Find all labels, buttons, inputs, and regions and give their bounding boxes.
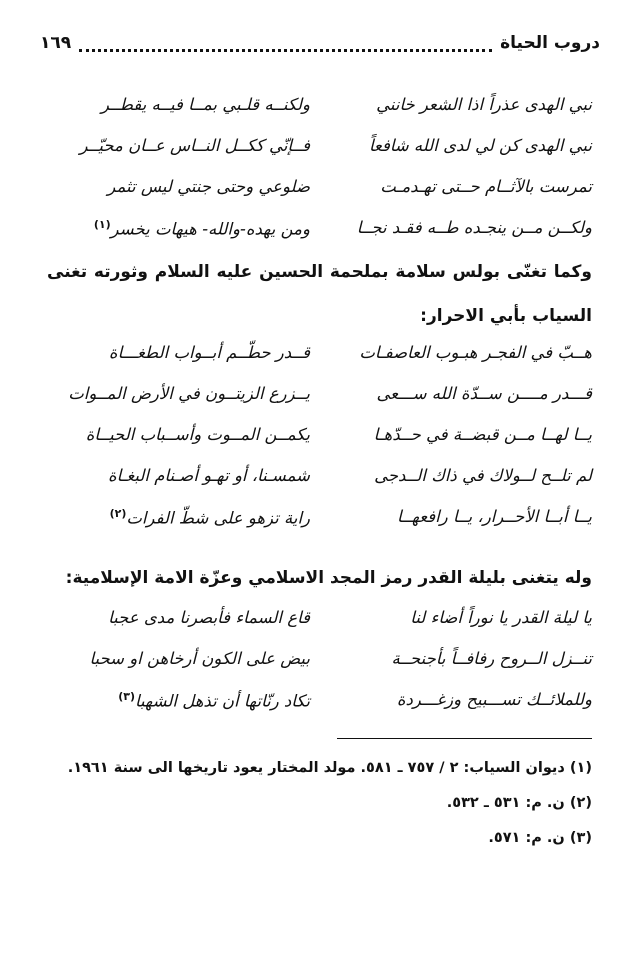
verse-first-hemistich: تنــزل الــروح رفافــاً بأجنحــة: [391, 649, 592, 668]
verse-second-hemistich: بيض على الكون أرخاهن او سحبا: [89, 649, 310, 668]
hemistich-text: تكاد رنّاتها أن تذهل الشهبا: [135, 691, 310, 711]
footnote: (٢) ن. م: ٥٣١ ـ ٥٣٢.: [446, 795, 592, 811]
header-title: دروب الحياة: [500, 33, 600, 53]
verse-line: [0, 177, 640, 207]
verse-first-hemistich: يا ليلة القدر يا نوراً أضاء لنا: [410, 608, 592, 627]
verse-line: [0, 95, 640, 125]
verse-second-hemistich: شمسـنا، أو تهـو أصـنام البغـاة: [107, 466, 310, 485]
verse-line: [0, 136, 640, 166]
verse-second-hemistich: قاع السماء فأبصرنا مدى عجبا: [108, 608, 310, 627]
verse-second-hemistich: فــإنّي ككــل النــاس عــان محيّــر: [79, 136, 310, 155]
verse-line: [0, 466, 640, 496]
verse-first-hemistich: هــبّ في الفجـر هبـوب العاصفـات: [359, 343, 592, 362]
verse-first-hemistich: قـــدر مــــن ســدّة الله ســـعى: [376, 384, 592, 403]
footnote-marker: (٣): [118, 690, 136, 703]
footnote: (٣) ن. م: ٥٧١.: [488, 830, 592, 846]
verse-line: [0, 690, 640, 720]
verse-second-hemistich: [32, 218, 310, 239]
verse-line: [0, 608, 640, 638]
verse-first-hemistich: يــا لهــا مــن قبضــة في حــدّهـا: [373, 425, 592, 444]
running-header: [40, 30, 600, 56]
header-dot-leader: [79, 45, 492, 52]
verse-line: [0, 343, 640, 373]
verse-first-hemistich: نبي الهدى كن لي لدى الله شافعاً: [368, 136, 592, 155]
verse-first-hemistich: يــا أبــا الأحــرار، يــا رافعهــا: [397, 507, 592, 526]
page-number: ١٦٩: [40, 33, 72, 53]
verse-second-hemistich: [32, 690, 310, 711]
verse-first-hemistich: نبي الهدى عذراً اذا الشعر خانني: [376, 95, 592, 114]
verse-line: [0, 507, 640, 537]
verse-line: [0, 425, 640, 455]
verse-second-hemistich: يكمــن المــوت وأســباب الحيــاة: [85, 425, 310, 444]
hemistich-text: راية تزهو على شطّ الفرات: [126, 508, 310, 528]
prose-paragraph: وكما تغنّى بولس سلامة بملحمة الحسين عليه السلام وثورته تغنى السياب بأبي الاحرار:: [47, 262, 592, 326]
footnote-marker: (٢): [109, 507, 127, 520]
verse-first-hemistich: ولكــن مــن ينجـده طــه فقـد نجــا: [356, 218, 592, 237]
verse-second-hemistich: [32, 507, 310, 528]
footnote-separator: [337, 738, 592, 739]
verse-line: [0, 384, 640, 414]
footnote-marker: (١): [93, 218, 111, 231]
verse-second-hemistich: يــزرع الزيتــون في الأرض المــوات: [68, 384, 310, 403]
verse-first-hemistich: لم تلــح لــولاك في ذاك الــدجى: [374, 466, 592, 485]
verse-first-hemistich: وللملائــك تســـبيح وزغـــردة: [396, 690, 592, 709]
verse-line: [0, 218, 640, 248]
verse-line: [0, 649, 640, 679]
prose-paragraph: وله يتغنى بليلة القدر رمز المجد الاسلامي وعزّة الامة الإسلامية:: [65, 568, 592, 588]
footnote: (١) ديوان السياب: ٢ / ٧٥٧ ـ ٥٨١. مولد المختار يعود تاريخها الى سنة ١٩٦١.: [67, 760, 592, 776]
verse-second-hemistich: ضلوعي وحتى جنتي ليس تثمر: [107, 177, 310, 196]
verse-second-hemistich: ولكنــه قلـبي بمــا فيــه يقطــر: [101, 95, 310, 114]
hemistich-text: ومن يهده-والله- هيهات يخسر: [110, 219, 310, 239]
verse-first-hemistich: تمرست بالآثــام حــتى تهـدمـت: [380, 177, 592, 196]
verse-second-hemistich: قــدر حطّــم أبــواب الطغـــاة: [108, 343, 310, 362]
